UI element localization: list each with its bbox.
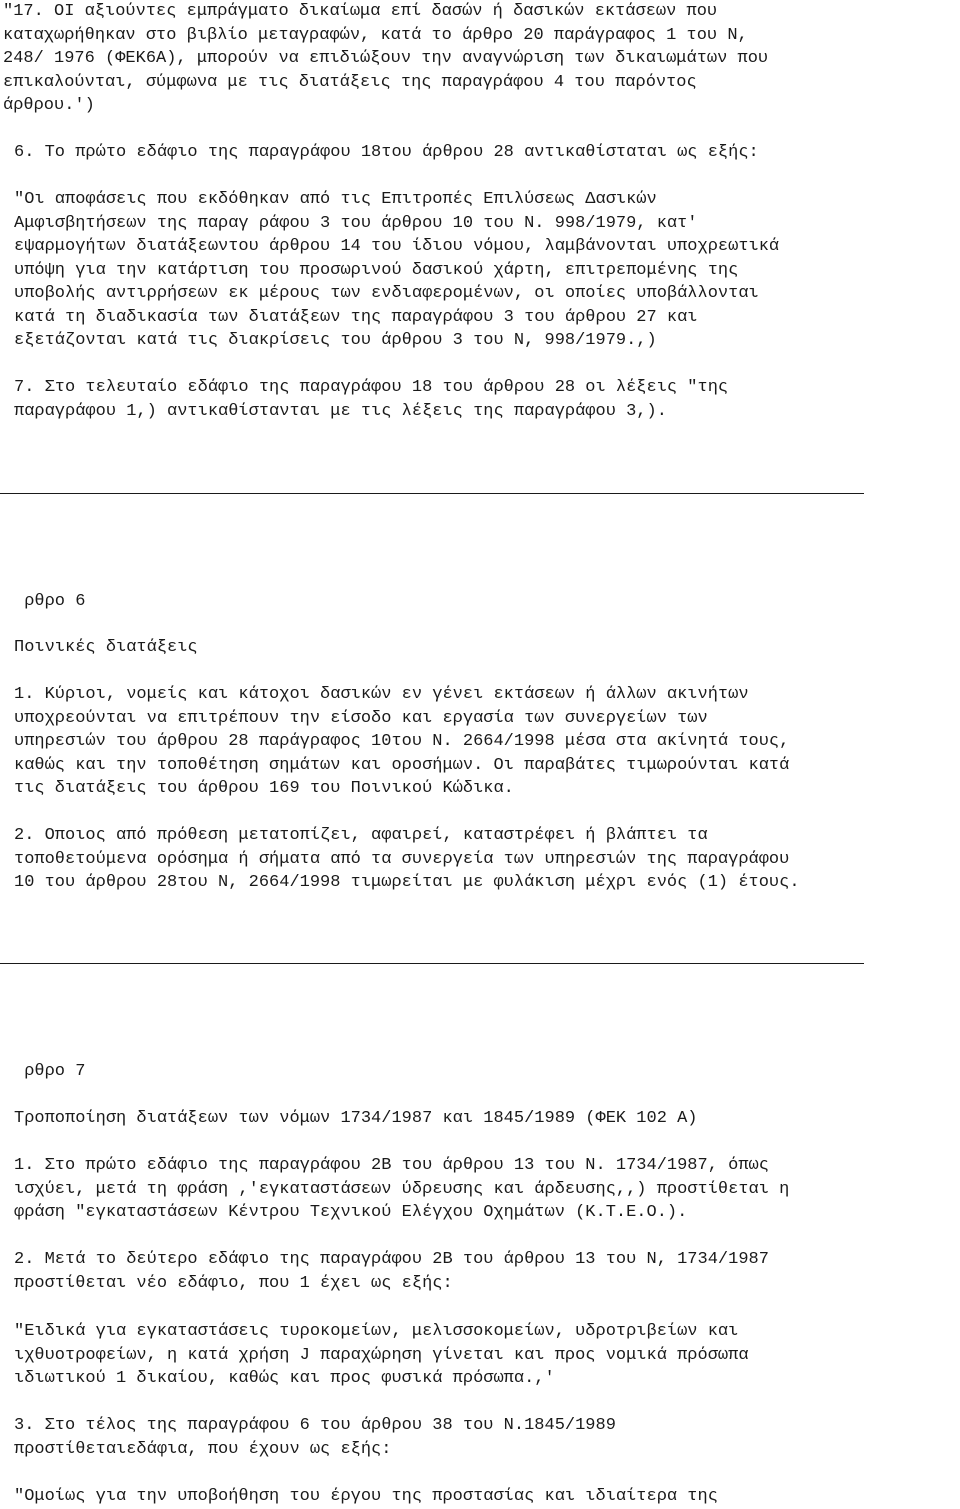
article-6-heading: ρθρο 6 (14, 592, 86, 611)
article-6-title: Ποινικές διατάξεις (14, 638, 198, 657)
article-7-paragraph-3-quote: "Ομοίως για την υποβοήθηση του έργου της προστασίας και ιδιαίτερα της (14, 1487, 718, 1506)
paragraph-7: 7. Στο τελευταίο εδάφιο της παραγράφου 18 του άρθρου 28 οι λέξεις "της παραγράφου 1,) αντικαθίστανται με τις λέξεις της παραγράφου 3,). (14, 378, 729, 421)
article-6-paragraph-1: 1. Κύριοι, νομείς και κάτοχοι δασικών εν γένει εκτάσεων ή άλλων ακινήτων υποχρεούνται να επιτρέπουν την είσοδο και εργασία των συνεργείων των υπηρεσιών του άρθρου 28 παράγραφος 10του Ν. 2664/1998 μέσα στα ακίνητά τους, καθώς και την τοποθέτηση σημάτων και οροσήμων. Οι παραβάτες τιμωρούνται κατά τις διατάξεις του άρθρου 169 του Ποινικού Κώδικα. (14, 685, 790, 798)
article-6-paragraph-2: 2. Οποιος από πρόθεση μετατοπίζει, αφαιρεί, καταστρέφει ή βλάπτει τα τοποθετούμενα ορόσημα ή σήματα από τα συνεργεία των υπηρεσιών της παραγράφου 10 του άρθρου 28του Ν, 2664/1998 τιμωρείται με φυλάκιση μέχρι ενός (1) έτους. (14, 826, 800, 892)
article-7-paragraph-2-quote: "Ειδικά για εγκαταστάσεις τυροκομείων, μελισσοκομείων, υδροτριβείων και ιχθυοτροφείων, η κατά χρήση J παραχώρηση γίνεται και προς νομικά πρόσωπα ιδιωτικού 1 δικαίου, καθώς και προς φυσικά πρόσωπα.,' (14, 1322, 749, 1388)
section-divider (0, 493, 864, 494)
paragraph-6-quote: "Οι αποφάσεις που εκδόθηκαν από τις Επιτροπές Επιλύσεως Δασικών Αμφισβητήσεων της παραγ ράφου 3 του άρθρου 10 του Ν. 998/1979, κατ' εψαρμογήτων διατάξεωντου άρθρου 14 του ίδιου νόμου, λαμβάνονται υποχρεωτικά υπόψη για την κατάρτιση του προσωρινού δασικού χάρτη, επιτρεπομένης της υποβολής αντιρρήσεων εκ μέρους των ενδιαφερομένων, οι οποίες υποβάλλονται κατά τη διαδικασία των διατάξεων της παραγράφου 3 του άρθρου 27 και εξετάζονται κατά τις διακρίσεις του άρθρου 3 του Ν, 998/1979.,) (14, 190, 780, 350)
article-7-title: Τροποποίηση διατάξεων των νόμων 1734/1987 και 1845/1989 (ΦΕΚ 102 Α) (14, 1109, 698, 1128)
article-7-heading: ρθρο 7 (14, 1062, 86, 1081)
article-7-paragraph-1: 1. Στο πρώτο εδάφιο της παραγράφου 2Β του άρθρου 13 του Ν. 1734/1987, όπως ισχύει, μετά τη φράση ,'εγκαταστάσεων ύδρευσης και άρδευσης,,) προστίθεται η φράση "εγκαταστάσεων Κέντρου Τεχνικού Ελέγχου Οχημάτων (Κ.Τ.Ε.Ο.). (14, 1156, 790, 1222)
paragraph-6: 6. Το πρώτο εδάφιο της παραγράφου 18του άρθρου 28 αντικαθίσταται ως εξής: (14, 143, 759, 162)
article-7-paragraph-3: 3. Στο τέλος της παραγράφου 6 του άρθρου 38 του Ν.1845/1989 προστίθεταιεδάφια, που έχουν ως εξής: (14, 1416, 616, 1459)
intro-paragraph: "17. ΟΙ αξιούντες εμπράγματο δικαίωμα επί δασών ή δασικών εκτάσεων που καταχωρήθηκαν στο βιβλίο μεταγραφών, κατά το άρθρο 20 παράγραφος 1 του Ν, 248/ 1976 (ΦΕΚ6Α), μπορούν να επιδιώξουν την αναγνώριση των δικαιωμάτων που επικαλούνται, σύμφωνα με τις διατάξεις της παραγράφου 4 του παρόντος άρθρου.') (3, 2, 769, 115)
section-divider (0, 963, 864, 964)
article-7-paragraph-2: 2. Μετά το δεύτερο εδάφιο της παραγράφου 2Β του άρθρου 13 του Ν, 1734/1987 προστίθεται νέο εδάφιο, που 1 έχει ως εξής: (14, 1250, 769, 1293)
